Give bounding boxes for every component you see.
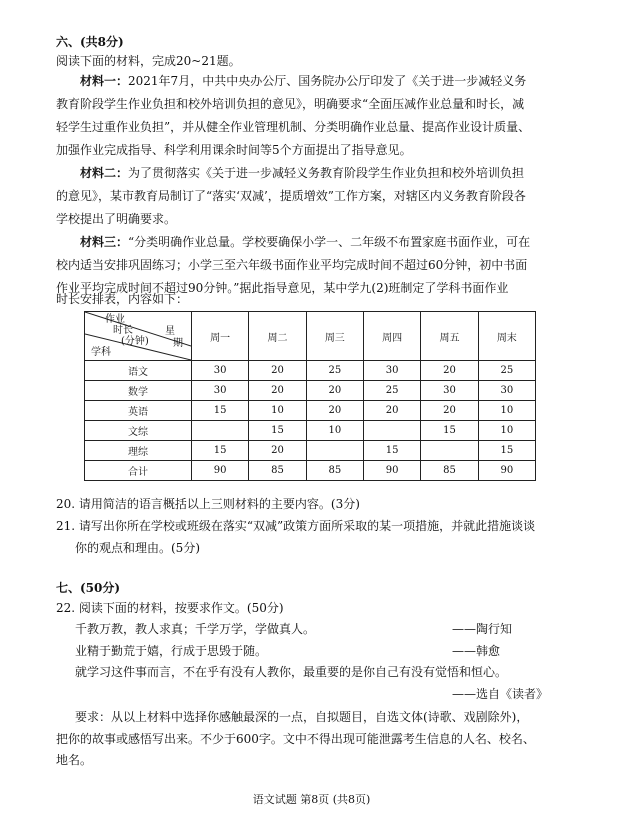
section-seven-heading: 七、(50分) — [56, 581, 121, 595]
value-cell: 85 — [421, 461, 478, 481]
value-cell: 20 — [249, 361, 306, 381]
value-cell: 20 — [421, 361, 478, 381]
value-cell — [421, 441, 478, 461]
value-cell: 30 — [363, 361, 420, 381]
value-cell: 20 — [421, 401, 478, 421]
day-header-fri: 周五 — [421, 312, 478, 361]
question-21-line-1: 21. 请写出你所在学校或班级在落实“双减”政策方面所采取的某一项措施，并就此措施谈谈 — [56, 519, 536, 533]
requirement-line-1: 要求：从以上材料中选择你感触最深的一点，自拟题目，自选文体(诗歌、戏剧除外)， — [75, 710, 529, 724]
value-cell: 15 — [363, 441, 420, 461]
corner-label-star: 星 — [165, 326, 175, 337]
subject-cell: 英语 — [85, 401, 192, 421]
value-cell: 30 — [192, 381, 249, 401]
material-three-line-1: 材料三：“分类明确作业总量。学校要确保小学一、二年级不布置家庭书面作业，可在 — [80, 235, 531, 249]
value-cell: 20 — [249, 441, 306, 461]
material-two-label: 材料二： — [80, 166, 129, 180]
value-cell: 25 — [306, 361, 363, 381]
value-cell: 15 — [249, 421, 306, 441]
value-cell: 20 — [306, 381, 363, 401]
subject-cell: 合计 — [85, 461, 192, 481]
value-cell: 20 — [363, 401, 420, 421]
question-21-line-2: 你的观点和理由。(5分) — [75, 541, 200, 555]
material-two-line-3: 学校提出了明确要求。 — [56, 212, 177, 226]
section-six-intro: 阅读下面的材料，完成20~21题。 — [56, 54, 241, 68]
value-cell — [363, 421, 420, 441]
table-row — [85, 421, 536, 441]
value-cell: 85 — [249, 461, 306, 481]
subject-cell: 理综 — [85, 441, 192, 461]
table-row-total — [85, 461, 536, 481]
value-cell: 15 — [421, 421, 478, 441]
day-header-thu: 周四 — [363, 312, 420, 361]
corner-label-subject: 学科 — [91, 347, 111, 358]
value-cell: 10 — [249, 401, 306, 421]
material-three-line-4: 时长安排表，内容如下： — [56, 292, 189, 306]
value-cell — [192, 421, 249, 441]
quote-2-author: ——韩愈 — [452, 644, 501, 658]
value-cell: 15 — [478, 441, 535, 461]
material-three-line-3: 作业平均完成时间不超过90分钟。”据此指导意见，某中学九(2)班制定了学科书面作业 — [56, 281, 509, 295]
material-two-line-1: 材料二：为了贯彻落实《关于进一步减轻义务教育阶段学生作业负担和校外培训负担 — [80, 166, 525, 180]
homework-schedule-table — [84, 311, 536, 481]
value-cell: 85 — [306, 461, 363, 481]
quote-2: 业精于勤荒于嬉，行成于思毁于随。 — [75, 644, 268, 658]
value-cell: 10 — [306, 421, 363, 441]
value-cell: 10 — [478, 401, 535, 421]
table-row — [85, 401, 536, 421]
quote-1-author: ——陶行知 — [452, 622, 513, 636]
value-cell: 15 — [192, 441, 249, 461]
material-two-line-2: 的意见》，某市教育局制订了“落实‘双减’，提质增效”工作方案，对辖区内义务教育阶段各 — [56, 189, 526, 203]
question-20: 20. 请用简洁的语言概括以上三则材料的主要内容。(3分) — [56, 497, 360, 511]
value-cell: 30 — [421, 381, 478, 401]
section-six-heading: 六、(共8分) — [56, 35, 124, 49]
value-cell — [306, 441, 363, 461]
material-three-line-2: 校内适当安排巩固练习；小学三至六年级书面作业平均完成时间不超过60分钟，初中书面 — [56, 258, 528, 272]
quote-3: 就学习这件事而言，不在乎有没有人教你，最重要的是你自己有没有觉悟和恒心。 — [75, 665, 508, 679]
corner-label-homework: 作业 — [105, 314, 125, 325]
day-header-tue: 周二 — [249, 312, 306, 361]
material-one-line-4: 加强作业完成指导、科学利用课余时间等5个方面提出了指导意见。 — [56, 143, 412, 157]
value-cell: 30 — [478, 381, 535, 401]
value-cell: 30 — [192, 361, 249, 381]
quote-3-source: ——选自《读者》 — [452, 687, 549, 701]
page-footer: 语文试题 第8页 (共8页) — [252, 793, 371, 806]
requirement-line-3: 地名。 — [56, 753, 93, 767]
subject-cell: 数学 — [85, 381, 192, 401]
value-cell: 90 — [363, 461, 420, 481]
value-cell: 20 — [249, 381, 306, 401]
value-cell: 90 — [192, 461, 249, 481]
question-22: 22. 阅读下面的材料，按要求作文。(50分) — [56, 601, 284, 615]
corner-label-duration: 时长 — [113, 325, 133, 336]
requirement-line-2: 把你的故事或感悟写出来。不少于600字。文中不得出现可能泄露考生信息的人名、校名、 — [56, 732, 535, 746]
subject-cell: 语文 — [85, 361, 192, 381]
table-row — [85, 441, 536, 461]
material-one-line-3: 轻学生过重作业负担”，并从健全作业管理机制、分类明确作业总量、提高作业设计质量、 — [56, 120, 531, 134]
table-row — [85, 381, 536, 401]
value-cell: 25 — [363, 381, 420, 401]
material-one-line-2: 教育阶段学生作业负担和校外培训负担的意见》，明确要求“全面压减作业总量和时长，减 — [56, 97, 525, 111]
corner-label-minutes: (分钟) — [121, 336, 149, 347]
quote-1: 千教万教，教人求真；千学万学，学做真人。 — [75, 622, 316, 636]
day-header-mon: 周一 — [192, 312, 249, 361]
value-cell: 25 — [478, 361, 535, 381]
material-one-line-1: 材料一：2021年7月，中共中央办公厅、国务院办公厅印发了《关于进一步减轻义务 — [80, 74, 527, 88]
table-corner-cell — [85, 312, 192, 361]
table-row — [85, 361, 536, 381]
day-header-wed: 周三 — [306, 312, 363, 361]
material-three-label: 材料三： — [80, 235, 129, 249]
subject-cell: 文综 — [85, 421, 192, 441]
value-cell: 10 — [478, 421, 535, 441]
value-cell: 15 — [192, 401, 249, 421]
table-header-row — [85, 312, 536, 361]
corner-label-qi: 期 — [173, 338, 183, 349]
value-cell: 20 — [306, 401, 363, 421]
value-cell: 90 — [478, 461, 535, 481]
day-header-weekend: 周末 — [478, 312, 535, 361]
material-one-label: 材料一： — [80, 74, 129, 88]
